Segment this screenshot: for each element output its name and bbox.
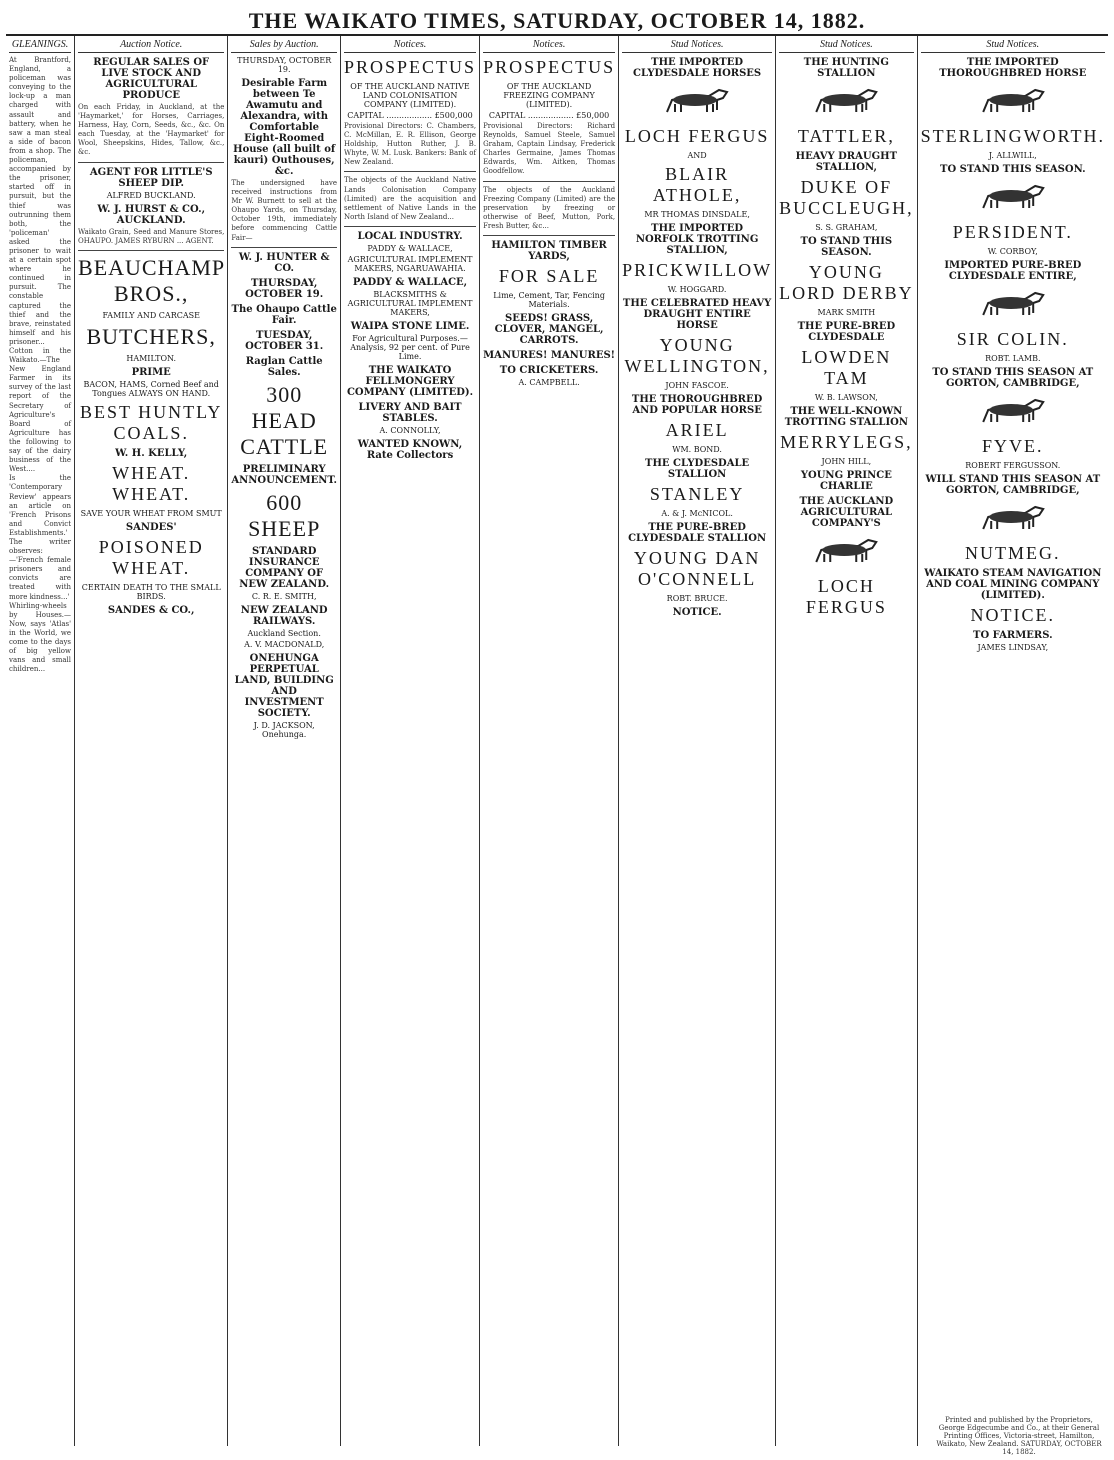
notice-title: MANURES! MANURES! bbox=[483, 350, 616, 362]
divider bbox=[344, 171, 476, 172]
column-heading: Auction Notice. bbox=[78, 36, 224, 53]
article-text: The objects of the Auckland Native Lands Colonisation Company (Limited) are the acquisition and settlement of Native Lands in the North Island of New Zealand... bbox=[344, 176, 479, 221]
display-heading: YOUNG DAN O'CONNELL bbox=[633, 548, 761, 589]
horse-illustration bbox=[622, 82, 772, 122]
notice-title: W. H. KELLY, bbox=[115, 447, 188, 459]
divider bbox=[483, 235, 615, 236]
notice-title: THE IMPORTED CLYDESDALE HORSES bbox=[633, 57, 762, 79]
notice-line: MR THOMAS DINSDALE, bbox=[644, 210, 750, 219]
horse-illustration bbox=[921, 392, 1105, 432]
notice-title: PRELIMINARY ANNOUNCEMENT. bbox=[231, 463, 338, 486]
notice-title: WILL STAND THIS SEASON AT GORTON, CAMBRIDGE, bbox=[925, 474, 1101, 496]
notice-title: THE PURE-BRED CLYDESDALE bbox=[797, 321, 896, 343]
display-heading: DUKE OF BUCCLEUGH, bbox=[779, 177, 914, 218]
notice-line: SAVE YOUR WHEAT FROM SMUT bbox=[80, 508, 222, 518]
notice-title: THE AUCKLAND AGRICULTURAL COMPANY'S bbox=[799, 496, 894, 529]
column-3 bbox=[228, 36, 341, 1446]
notice-title: THE THOROUGHBRED AND POPULAR HORSE bbox=[631, 394, 763, 416]
notice-line: WM. BOND. bbox=[672, 445, 722, 454]
notice-line: CAPITAL .................. £500,000 bbox=[347, 111, 473, 120]
notice-title: THE CELEBRATED HEAVY DRAUGHT ENTIRE HORSE bbox=[622, 298, 772, 331]
notice-title: THE WELL-KNOWN TROTTING STALLION bbox=[784, 406, 908, 428]
notice-line: C. R. E. SMITH, bbox=[251, 591, 317, 601]
notice-title: W. J. HURST & CO., AUCKLAND. bbox=[97, 203, 206, 226]
column-heading: Stud Notices. bbox=[622, 36, 772, 53]
notice-line: AGRICULTURAL IMPLEMENT MAKERS, NGARUAWAHIA. bbox=[347, 254, 473, 273]
notice-line: A. CAMPBELL. bbox=[518, 378, 580, 388]
notice-title: The Ohaupo Cattle Fair. bbox=[231, 303, 337, 326]
notice-title: Raglan Cattle Sales. bbox=[245, 355, 323, 378]
article-text: At Brantford, England, a policeman was conveying to the lock-up a man charged with assault and battery, when he saw a man steal a side of bacon from a shop. The policeman, accompanied by the prisoner, started off in pursuit, but the thief was outrunning them both, the 'policeman' asked the prisoner to wait at a certain spot where he continued in pursuit. The constable captured the thief and the brave, reinstated himself and his prisoner... bbox=[9, 56, 74, 346]
divider bbox=[78, 162, 224, 163]
notice-line: OF THE AUCKLAND FREEZING COMPANY (LIMITED). bbox=[503, 82, 595, 109]
horse-illustration bbox=[921, 285, 1105, 325]
column-heading: GLEANINGS. bbox=[9, 36, 71, 53]
horse-illustration bbox=[921, 178, 1105, 218]
column-heading: Sales by Auction. bbox=[231, 36, 337, 53]
display-heading: BEAUCHAMP BROS., bbox=[78, 254, 226, 306]
notice-title: WAIKATO STEAM NAVIGATION AND COAL MINING COMPANY (LIMITED). bbox=[924, 568, 1102, 601]
display-heading: YOUNG WELLINGTON, bbox=[624, 335, 770, 376]
notice-title: TO FARMERS. bbox=[973, 630, 1053, 641]
notice-title: TO STAND THIS SEASON. bbox=[940, 164, 1086, 175]
column-1 bbox=[6, 36, 75, 1446]
display-heading: BUTCHERS, bbox=[86, 323, 216, 349]
display-heading: LOCH FERGUS bbox=[624, 126, 770, 146]
notice-title: SANDES & CO., bbox=[107, 604, 195, 616]
notice-title: HAMILTON TIMBER YARDS, bbox=[491, 240, 607, 263]
notice-line: CERTAIN DEATH TO THE SMALL BIRDS. bbox=[81, 582, 221, 601]
notice-title: THE IMPORTED NORFOLK TROTTING STALLION, bbox=[635, 223, 759, 256]
display-heading: STANLEY bbox=[649, 484, 745, 504]
notice-line: THURSDAY, OCTOBER 19. bbox=[237, 56, 332, 74]
notice-line: ALFRED BUCKLAND. bbox=[106, 190, 196, 200]
notice-title: WAIPA STONE LIME. bbox=[350, 320, 470, 332]
notice-line: JAMES LINDSAY, bbox=[977, 643, 1049, 652]
display-heading: PROSPECTUS bbox=[344, 57, 477, 77]
horse-illustration bbox=[779, 82, 914, 122]
divider bbox=[231, 247, 337, 248]
notice-line: ROBT. BRUCE. bbox=[666, 594, 728, 603]
notice-line: FAMILY AND CARCASE bbox=[102, 310, 200, 320]
display-heading: 600 SHEEP bbox=[248, 489, 321, 541]
article-text: The objects of the Auckland Freezing Company (Limited) are the preservation by freezing or otherwise of Beef, Mutton, Pork, Fresh Butter, &c... bbox=[483, 185, 618, 230]
notice-line: OF THE AUCKLAND NATIVE LAND COLONISATION COMPANY (LIMITED). bbox=[350, 82, 470, 109]
display-heading: STERLINGWORTH. bbox=[920, 126, 1105, 146]
display-heading: PERSIDENT. bbox=[952, 222, 1073, 242]
notice-title: TO CRICKETERS. bbox=[499, 365, 599, 377]
display-heading: NOTICE. bbox=[970, 605, 1056, 625]
masthead bbox=[6, 6, 1108, 36]
notice-title: AGENT FOR LITTLE'S SHEEP DIP. bbox=[89, 166, 213, 189]
notice-line: J. ALLWILL, bbox=[988, 151, 1037, 160]
display-heading: MERRYLEGS, bbox=[780, 432, 913, 452]
display-heading: LOCH FERGUS bbox=[805, 576, 887, 617]
column-heading: Stud Notices. bbox=[921, 36, 1105, 53]
notice-line: PADDY & WALLACE, bbox=[367, 243, 453, 253]
column-heading: Stud Notices. bbox=[779, 36, 914, 53]
divider bbox=[483, 181, 615, 182]
notice-line: Auckland Section. bbox=[247, 628, 321, 638]
display-heading: 300 HEAD CATTLE bbox=[240, 381, 329, 459]
notice-title: W. J. HUNTER & CO. bbox=[238, 251, 330, 274]
column-6 bbox=[619, 36, 776, 1446]
notice-line: CAPITAL .................. £50,000 bbox=[488, 111, 610, 120]
column-5 bbox=[480, 36, 619, 1446]
notice-title: LOCAL INDUSTRY. bbox=[357, 230, 463, 242]
notice-title: Desirable Farm between Te Awamutu and Alexandra, with Comfortable Eight-Roomed House (all built of kauri) Outhouses, &c. bbox=[233, 78, 336, 177]
notice-line: A. & J. McNICOL. bbox=[661, 509, 733, 518]
display-heading: BEST HUNTLY COALS. bbox=[80, 401, 223, 443]
notice-title: SANDES' bbox=[125, 521, 177, 533]
notice-title: TUESDAY, OCTOBER 31. bbox=[245, 329, 324, 352]
notice-title: STANDARD INSURANCE COMPANY OF NEW ZEALAND. bbox=[239, 545, 330, 590]
display-heading: BLAIR ATHOLE, bbox=[652, 164, 742, 205]
notice-line: For Agricultural Purposes.—Analysis, 92 per cent. of Pure Lime. bbox=[350, 333, 470, 361]
notice-title: REGULAR SALES OF LIVE STOCK AND AGRICULTURAL PRODUCE bbox=[93, 57, 210, 101]
display-heading: PRICKWILLOW bbox=[622, 260, 773, 280]
article-text: On each Friday, in Auckland, at the 'Haymarket,' for Horses, Carriages, Harness, Hay, Corn, Seeds, &c., &c. On each Tuesday, at the 'Haymarket' for Wool, Sheepskins, Hides, Tallow, &c., &c. bbox=[78, 103, 227, 157]
article-text: Is the 'Contemporary Review' appears an article on 'French Prisons and Convict Establishments.' The writer observes:—'French female prisoners and convicts are treated with more kindness...' bbox=[9, 474, 74, 601]
article-text: Provisional Directors: Richard Reynolds, Samuel Steele, Samuel Graham, Captain Lindsay, Frederick Charles Germaine, James Thomas Edwards, Wm. Aitken, Thomas Goodfellow. bbox=[483, 122, 618, 176]
column-8 bbox=[918, 36, 1108, 1446]
notice-line: ROBT. LAMB. bbox=[985, 354, 1041, 363]
notice-line: JOHN FASCOE. bbox=[665, 381, 729, 390]
column-heading: Notices. bbox=[344, 36, 476, 53]
notice-title: IMPORTED PURE-BRED CLYDESDALE ENTIRE, bbox=[944, 260, 1082, 282]
notice-line: MARK SMITH bbox=[817, 308, 876, 317]
notice-line: A. V. MACDONALD, bbox=[244, 639, 325, 649]
display-heading: ARIEL bbox=[665, 420, 729, 440]
notice-title: PADDY & WALLACE, bbox=[352, 276, 468, 288]
notice-line: A. CONNOLLY, bbox=[379, 425, 441, 435]
display-heading: LOWDEN TAM bbox=[801, 347, 892, 388]
notice-title: THE WAIKATO FELLMONGERY COMPANY (LIMITED). bbox=[346, 364, 474, 398]
notice-line: BLACKSMITHS & AGRICULTURAL IMPLEMENT MAKERS, bbox=[347, 289, 473, 317]
notice-title: TO STAND THIS SEASON. bbox=[800, 236, 893, 258]
column-2 bbox=[75, 36, 228, 1446]
notice-title: NEW ZEALAND RAILWAYS. bbox=[240, 604, 328, 627]
divider bbox=[78, 250, 224, 251]
notice-title: SEEDS! GRASS, CLOVER, MANGEL, CARROTS. bbox=[494, 313, 604, 347]
display-heading: PROSPECTUS bbox=[483, 57, 616, 77]
notice-line: AND bbox=[687, 151, 707, 160]
display-heading: TATTLER, bbox=[797, 126, 895, 146]
notice-title: WANTED KNOWN, Rate Collectors bbox=[357, 438, 463, 461]
notice-line: HAMILTON. bbox=[126, 353, 177, 363]
display-heading: NUTMEG. bbox=[965, 543, 1061, 563]
display-heading: WHEAT. WHEAT. bbox=[112, 462, 191, 504]
article-text: The undersigned have received instructions from Mr W. Burnett to sell at the Ohaupo Yards, on Thursday, October 19th, immediately before commencing Cattle Fair— bbox=[231, 179, 340, 242]
footer-imprint: Printed and published by the Proprietors, George Edgecumbe and Co., at their General Printing Offices, Victoria-street, Hamilton, Waikato, New Zealand. SATURDAY, OCTOBER 14, 1882. bbox=[936, 1416, 1102, 1456]
display-heading: POISONED WHEAT. bbox=[98, 536, 204, 578]
notice-title: ONEHUNGA PERPETUAL LAND, BUILDING AND INVESTMENT SOCIETY. bbox=[234, 652, 334, 719]
notice-line: W. B. LAWSON, bbox=[814, 393, 878, 402]
notice-line: S. S. GRAHAM, bbox=[815, 223, 878, 232]
notice-title: NOTICE. bbox=[672, 607, 722, 618]
article-text: Whirling-wheels by Houses.—Now, says 'Atlas' in the World, we come to the days of big yellow vans and small children... bbox=[9, 601, 74, 674]
horse-illustration bbox=[779, 532, 914, 572]
notice-title: THURSDAY, OCTOBER 19. bbox=[245, 277, 324, 300]
divider bbox=[344, 226, 476, 227]
article-text: Cotton in the Waikato.—The New England Farmer in its survey of the last report of the Secretary of Agriculture's Board of Agriculture has the following to say of the dairy business of the West.... bbox=[9, 347, 74, 474]
horse-illustration bbox=[921, 82, 1105, 122]
notice-line: ROBERT FERGUSSON. bbox=[965, 461, 1061, 470]
notice-line: W. CORBOY, bbox=[987, 247, 1038, 256]
column-7 bbox=[776, 36, 918, 1446]
notice-title: THE PURE-BRED CLYDESDALE STALLION bbox=[628, 522, 767, 544]
column-4 bbox=[341, 36, 480, 1446]
notice-title: THE CLYDESDALE STALLION bbox=[645, 458, 750, 480]
notice-line: J. D. JACKSON, Onehunga. bbox=[253, 720, 315, 739]
notice-title: LIVERY AND BAIT STABLES. bbox=[358, 401, 462, 424]
notice-line: JOHN HILL, bbox=[821, 457, 872, 466]
notice-line: Lime, Cement, Tar, Fencing Materials. bbox=[493, 291, 605, 310]
notice-title: PRIME bbox=[131, 366, 171, 378]
notice-title: TO STAND THIS SEASON AT GORTON, CAMBRIDGE, bbox=[932, 367, 1094, 389]
notice-title: THE HUNTING STALLION bbox=[803, 57, 889, 79]
notice-line: BACON, HAMS, Corned Beef and Tongues ALWAYS ON HAND. bbox=[83, 379, 219, 398]
masthead-title: THE WAIKATO TIMES, SATURDAY, OCTOBER 14, 1882. bbox=[248, 8, 866, 33]
notice-title: HEAVY DRAUGHT STALLION, bbox=[795, 151, 898, 173]
notice-title: THE IMPORTED THOROUGHBRED HORSE bbox=[939, 57, 1087, 79]
display-heading: FYVE. bbox=[982, 436, 1044, 456]
notice-line: W. HOGGARD. bbox=[667, 285, 727, 294]
display-heading: YOUNG LORD DERBY bbox=[779, 262, 914, 303]
article-text: Provisional Directors: C. Chambers, C. McMillan, E. R. Ellison, George Holdship, Hutton Ruther, J. B. Whyte, W. M. Lusk. Bankers: Bank of New Zealand. bbox=[344, 122, 479, 167]
column-heading: Notices. bbox=[483, 36, 615, 53]
display-heading: FOR SALE bbox=[498, 266, 600, 287]
notice-title: YOUNG PRINCE CHARLIE bbox=[800, 470, 892, 492]
horse-illustration bbox=[921, 499, 1105, 539]
columns bbox=[6, 36, 1108, 1446]
article-text: Waikato Grain, Seed and Manure Stores, OHAUPO. JAMES RYBURN ... AGENT. bbox=[78, 227, 227, 245]
display-heading: SIR COLIN. bbox=[956, 329, 1069, 349]
